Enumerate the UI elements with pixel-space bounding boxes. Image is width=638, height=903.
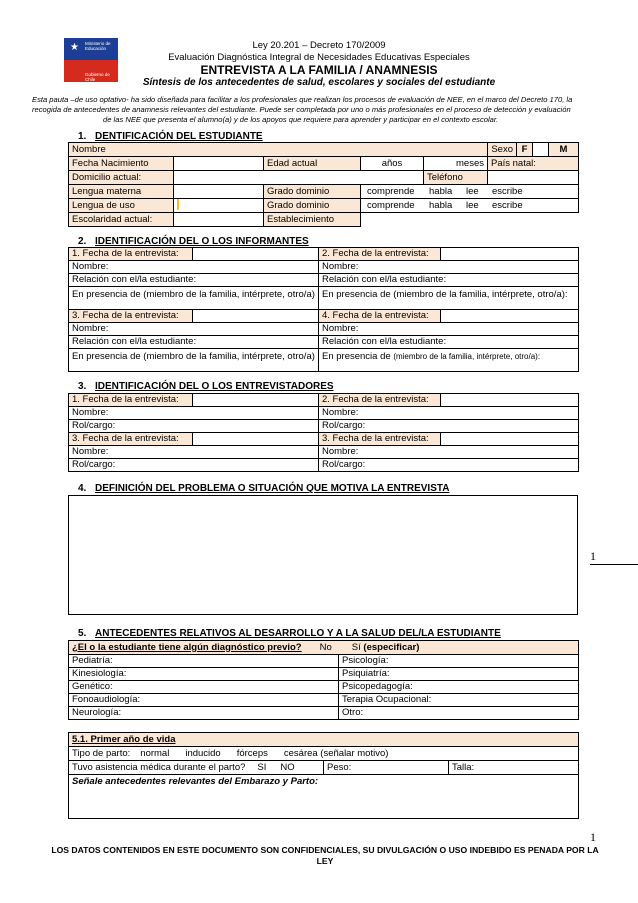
synthesis: Síntesis de los antecedentes de salud, escolares y sociales del estudiante xyxy=(142,77,496,88)
meses-field[interactable]: meses xyxy=(424,157,488,171)
psicopedagogia-field[interactable]: Psicopedagogía: xyxy=(339,681,579,694)
page-mark-bottom: 1 xyxy=(590,830,596,844)
grado-label-2: Grado dominio xyxy=(264,199,361,213)
inf-nombre-3[interactable]: Nombre: xyxy=(69,323,319,336)
genetico-field[interactable]: Genético: xyxy=(69,681,339,694)
ent-fecha-2-field[interactable] xyxy=(441,394,579,407)
ent-nombre-3[interactable]: Nombre: xyxy=(69,446,319,459)
grado-label-1: Grado dominio xyxy=(264,185,361,199)
footer-line2: LEY xyxy=(316,856,334,866)
lengua-materna-field[interactable] xyxy=(174,185,264,199)
ent-fecha-1-field[interactable] xyxy=(193,394,319,407)
sexo-label: Sexo xyxy=(488,143,517,157)
domicilio-label: Domicilio actual: xyxy=(69,171,174,185)
telefono-label: Teléfono xyxy=(424,171,488,185)
fecha-nac-label: Fecha Nacimiento xyxy=(69,157,174,171)
footer-line1: LOS DATOS CONTENIDOS EN ESTE DOCUMENTO SON CONFIDENCIALES, SU DIVULGACIÓN O USO INDEBIDO ES PENADA POR LA xyxy=(51,845,599,855)
ent-rol-4[interactable]: Rol/cargo: xyxy=(319,459,579,472)
inf-fecha-3-field[interactable] xyxy=(193,310,319,323)
inf-nombre-2[interactable]: Nombre: xyxy=(319,261,579,274)
ent-fecha-3-field[interactable] xyxy=(193,433,319,446)
inf-relacion-4[interactable]: Relación con el/la estudiante: xyxy=(319,336,579,349)
kinesiologia-field[interactable]: Kinesiología: xyxy=(69,668,339,681)
ent-fecha-4-label: 3. Fecha de la entrevista: xyxy=(319,433,441,446)
inf-nombre-4[interactable]: Nombre: xyxy=(319,323,579,336)
escolaridad-field[interactable] xyxy=(174,213,264,227)
domicilio-field[interactable] xyxy=(174,171,424,185)
intro-line1: Esta pauta –de uso optativo- ha sido diseñada para facilitar a los profesionales que realizan los procesos de evaluación de NEE, en el marco del Decreto 170, la xyxy=(32,95,573,104)
section-1-title: 1. DENTIFICACIÓN DEL ESTUDIANTE xyxy=(78,131,263,142)
dominio-options-2[interactable]: comprende habla lee escribe xyxy=(361,199,579,213)
inf-fecha-2-field[interactable] xyxy=(441,248,579,261)
establecimiento-label: Establecimiento xyxy=(264,213,361,227)
fonoaudiologia-field[interactable]: Fonoaudiología: xyxy=(69,694,339,707)
lengua-uso-field[interactable] xyxy=(174,199,264,213)
student-table xyxy=(68,142,579,227)
inf-presencia-3[interactable]: En presencia de (miembro de la familia, intérprete, otro/a) xyxy=(69,349,319,372)
page-mark-side: 1 xyxy=(590,549,596,563)
psicologia-field[interactable]: Psicología: xyxy=(339,655,579,668)
ent-rol-2[interactable]: Rol/cargo: xyxy=(319,420,579,433)
tipo-parto-row[interactable]: Tipo de parto: normal inducido fórceps cesárea (señalar motivo) xyxy=(69,747,579,761)
otro-field[interactable]: Otro: xyxy=(339,707,579,720)
inf-fecha-1-label: 1. Fecha de la entrevista: xyxy=(69,248,193,261)
terapia-ocupacional-field[interactable]: Terapia Ocupacional: xyxy=(339,694,579,707)
logo-line1: Ministerio de xyxy=(85,41,111,46)
sex-m-option[interactable]: M xyxy=(549,143,579,157)
embarazo-field[interactable]: Señale antecedentes relevantes del Embarazo y Parto: xyxy=(69,775,579,819)
first-year-table xyxy=(68,732,579,819)
psiquiatria-field[interactable]: Psiquiatría: xyxy=(339,668,579,681)
inf-fecha-3-label: 3. Fecha de la entrevista: xyxy=(69,310,193,323)
ent-nombre-4[interactable]: Nombre: xyxy=(319,446,579,459)
inf-presencia-2[interactable]: En presencia de (miembro de la familia, intérprete, otro/a): xyxy=(319,287,579,310)
escolaridad-label: Escolaridad actual: xyxy=(69,213,174,227)
inf-relacion-1[interactable]: Relación con el/la estudiante: xyxy=(69,274,319,287)
star-icon: ★ xyxy=(70,42,79,53)
health-table xyxy=(68,640,579,720)
diagnosis-question-row[interactable]: ¿El o la estudiante tiene algún diagnóstico previo? No Sí (especificar) xyxy=(69,641,579,655)
anos-field[interactable]: años xyxy=(361,157,424,171)
fecha-nac-field[interactable] xyxy=(174,157,264,171)
subtitle: Evaluación Diagnóstica Integral de Necesidades Educativas Especiales xyxy=(168,52,470,63)
section-2-title: 2. IDENTIFICACIÓN DEL O LOS INFORMANTES xyxy=(78,236,309,247)
lengua-uso-label: Lengua de uso xyxy=(69,199,174,213)
section-5-title: 5. ANTECEDENTES RELATIVOS AL DESARROLLO Y A LA SALUD DEL/LA ESTUDIANTE xyxy=(78,628,501,639)
peso-field[interactable]: Peso: xyxy=(324,761,449,775)
logo-line3: Gobierno de Chile xyxy=(85,72,110,82)
inf-presencia-1[interactable]: En presencia de (miembro de la familia, intérprete, otro/a) xyxy=(69,287,319,310)
ent-nombre-1[interactable]: Nombre: xyxy=(69,407,319,420)
inf-fecha-2-label: 2. Fecha de la entrevista: xyxy=(319,248,441,261)
pediatria-field[interactable]: Pediatría: xyxy=(69,655,339,668)
talla-field[interactable]: Talla: xyxy=(449,761,579,775)
telefono-field[interactable] xyxy=(488,171,579,185)
dominio-options-1[interactable]: comprende habla lee escribe xyxy=(361,185,579,199)
inf-fecha-1-field[interactable] xyxy=(193,248,319,261)
inf-relacion-2[interactable]: Relación con el/la estudiante: xyxy=(319,274,579,287)
ent-nombre-2[interactable]: Nombre: xyxy=(319,407,579,420)
lengua-materna-label: Lengua materna xyxy=(69,185,174,199)
section-3-title: 3. IDENTIFICACIÓN DEL O LOS ENTREVISTADORES xyxy=(78,381,334,392)
inf-relacion-3[interactable]: Relación con el/la estudiante: xyxy=(69,336,319,349)
ent-rol-3[interactable]: Rol/cargo: xyxy=(69,459,319,472)
intro-line2: recogida de antecedentes de anamnesis relevantes del estudiante. Puede ser completada por uno o más profesionales en el proceso de detección y evaluación xyxy=(32,105,571,114)
pais-label[interactable]: País natal: xyxy=(488,157,579,171)
inf-fecha-4-field[interactable] xyxy=(441,310,579,323)
intro-line3: de las NEE que presenta el alumno(a) y de los apoyos que requiere para aprender y participar en el contexto escolar. xyxy=(103,115,499,124)
asistencia-row[interactable]: Tuvo asistencia médica durante el parto? SI NO xyxy=(69,761,324,775)
law-line: Ley 20.201 – Decreto 170/2009 xyxy=(252,40,386,51)
sex-f-option[interactable]: F xyxy=(517,143,533,157)
neurologia-field[interactable]: Neurología: xyxy=(69,707,339,720)
ent-fecha-3-label: 3. Fecha de la entrevista: xyxy=(69,433,193,446)
interviewers-table xyxy=(68,393,579,472)
edad-label: Edad actual xyxy=(264,157,361,171)
first-year-title: 5.1. Primer año de vida xyxy=(69,733,579,747)
section-4-title: 4. DEFINICIÓN DEL PROBLEMA O SITUACIÓN QUE MOTIVA LA ENTREVISTA xyxy=(78,483,450,494)
ent-fecha-4-field[interactable] xyxy=(441,433,579,446)
ent-fecha-2-label: 2. Fecha de la entrevista: xyxy=(319,394,441,407)
ent-rol-1[interactable]: Rol/cargo: xyxy=(69,420,319,433)
informants-table xyxy=(68,247,579,372)
inf-nombre-1[interactable]: Nombre: xyxy=(69,261,319,274)
problem-definition-box[interactable] xyxy=(68,495,578,615)
ent-fecha-1-label: 1. Fecha de la entrevista: xyxy=(69,394,193,407)
nombre-label[interactable]: Nombre xyxy=(69,143,488,157)
logo-line2: Educación xyxy=(85,46,107,51)
inf-presencia-4[interactable]: En presencia de (miembro de la familia, intérprete, otro/a): xyxy=(319,349,579,372)
page-title: ENTREVISTA A LA FAMILIA / ANAMNESIS xyxy=(200,63,438,77)
side-rule xyxy=(590,564,638,565)
inf-fecha-4-label: 4. Fecha de la entrevista: xyxy=(319,310,441,323)
